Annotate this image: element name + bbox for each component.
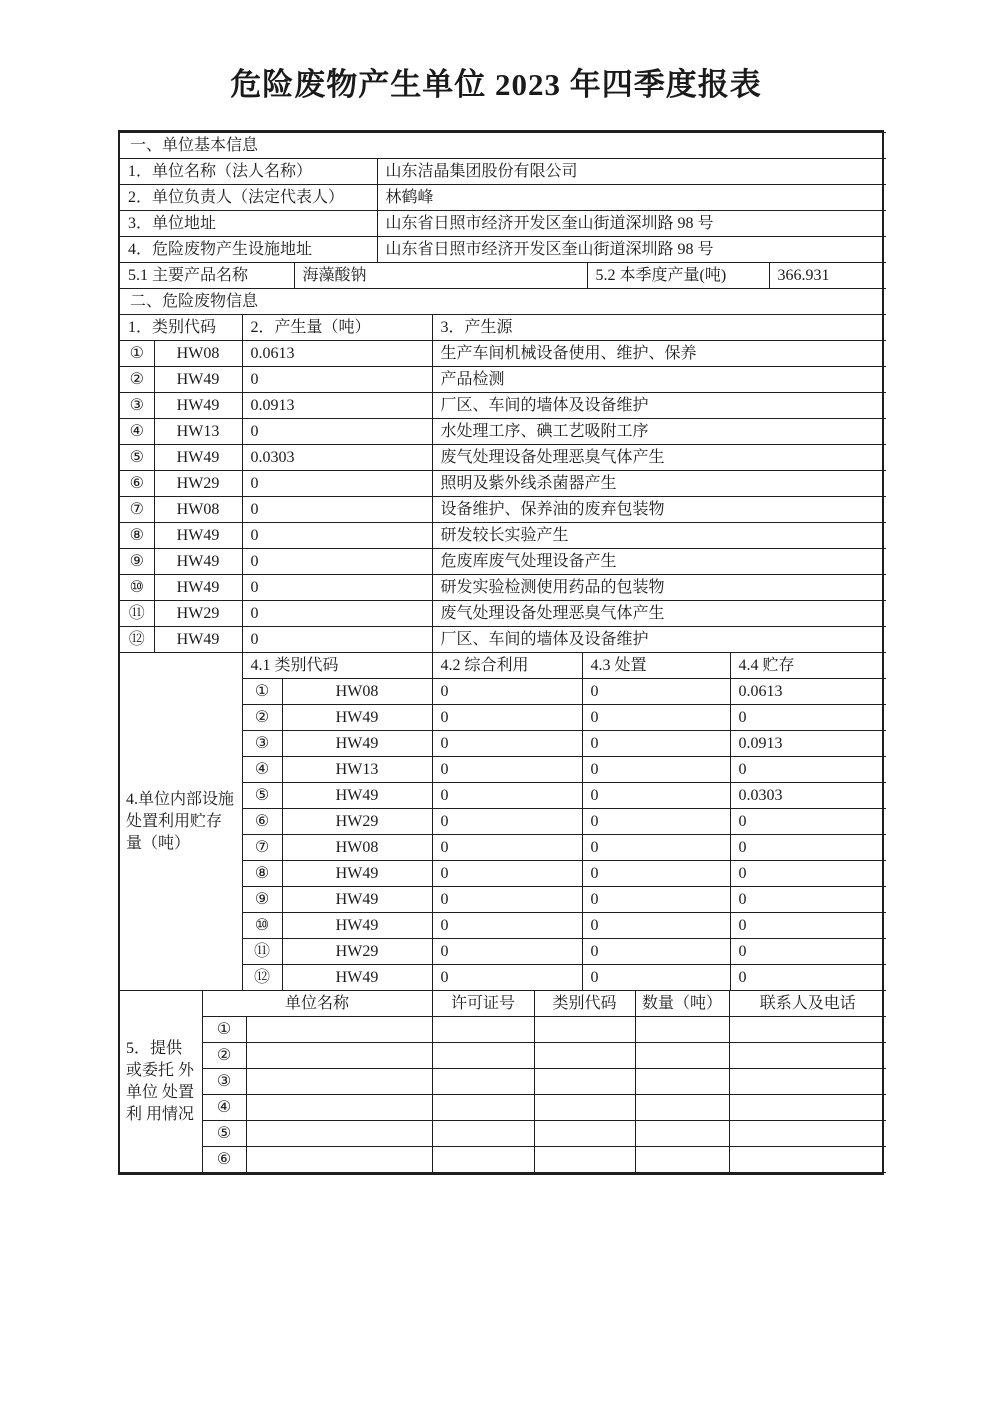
waste-code: HW13	[154, 419, 242, 445]
waste-source: 厂区、车间的墙体及设备维护	[432, 627, 886, 653]
waste-code: HW49	[154, 445, 242, 471]
external-disposal-row	[120, 1095, 886, 1121]
permit-cell	[432, 1069, 534, 1095]
disposal-amount: 0	[582, 809, 730, 835]
waste-generation-row	[120, 445, 886, 471]
col-header-contact: 联系人及电话	[729, 991, 886, 1017]
permit-cell	[432, 1095, 534, 1121]
disposal-amount: 0	[582, 887, 730, 913]
reuse-amount: 0	[432, 809, 582, 835]
waste-code: HW08	[282, 679, 432, 705]
waste-source: 产品检测	[432, 367, 886, 393]
section1-header-row	[120, 133, 886, 159]
reuse-amount: 0	[432, 939, 582, 965]
waste-code: HW49	[282, 861, 432, 887]
row-number: ⑥	[202, 1147, 246, 1173]
waste-amount: 0	[242, 367, 432, 393]
external-disposal-header-row	[120, 991, 886, 1017]
unit-name-cell	[246, 1121, 432, 1147]
contact-cell	[729, 1043, 886, 1069]
waste-code: HW49	[154, 367, 242, 393]
permit-cell	[432, 1121, 534, 1147]
external-disposal-row	[120, 1069, 886, 1095]
col-header-storage: 4.4 贮存	[730, 653, 886, 679]
storage-amount: 0	[730, 913, 886, 939]
contact-cell	[729, 1017, 886, 1043]
col-header-source: 3．产生源	[432, 315, 886, 341]
waste-code: HW29	[282, 939, 432, 965]
unit-name-cell	[246, 1017, 432, 1043]
waste-generation-row	[120, 341, 886, 367]
waste-code: HW13	[282, 757, 432, 783]
waste-amount: 0.0913	[242, 393, 432, 419]
waste-source: 废气处理设备处理恶臭气体产生	[432, 601, 886, 627]
unit-name-cell	[246, 1043, 432, 1069]
row-number: ⑧	[242, 861, 282, 887]
qty-cell	[635, 1095, 729, 1121]
code-cell	[534, 1095, 635, 1121]
storage-amount: 0	[730, 809, 886, 835]
row-number: ⑤	[242, 783, 282, 809]
waste-amount: 0	[242, 419, 432, 445]
waste-code: HW49	[282, 731, 432, 757]
row-number: ⑪	[242, 939, 282, 965]
report-table	[118, 130, 884, 1175]
field-value: 山东省日照市经济开发区奎山街道深圳路 98 号	[377, 237, 886, 263]
waste-source: 设备维护、保养油的废弃包装物	[432, 497, 886, 523]
storage-amount: 0	[730, 757, 886, 783]
waste-generation-row	[120, 367, 886, 393]
waste-code: HW29	[282, 809, 432, 835]
row-number: ⑩	[120, 575, 154, 601]
external-disposal-table	[120, 990, 886, 1173]
disposal-amount: 0	[582, 731, 730, 757]
waste-source: 危废库废气处理设备产生	[432, 549, 886, 575]
qty-cell	[635, 1043, 729, 1069]
waste-generation-row	[120, 393, 886, 419]
row-number: ③	[202, 1069, 246, 1095]
unit-name-cell	[246, 1147, 432, 1173]
waste-code: HW08	[154, 497, 242, 523]
col-header-reuse: 4.2 综合利用	[432, 653, 582, 679]
waste-generation-table	[120, 314, 886, 653]
col-header-permit: 许可证号	[432, 991, 534, 1017]
field-label: 3．单位地址	[120, 211, 377, 237]
product-name-value: 海藻酸钠	[294, 263, 587, 289]
col-header-qty: 数量（吨）	[635, 991, 729, 1017]
section2-header-row	[120, 289, 886, 315]
waste-code: HW29	[154, 471, 242, 497]
waste-source: 照明及紫外线杀菌器产生	[432, 471, 886, 497]
row-number: ③	[242, 731, 282, 757]
reuse-amount: 0	[432, 731, 582, 757]
waste-code: HW49	[282, 783, 432, 809]
contact-cell	[729, 1121, 886, 1147]
reuse-amount: 0	[432, 913, 582, 939]
contact-cell	[729, 1095, 886, 1121]
waste-generation-row	[120, 601, 886, 627]
waste-generation-row	[120, 549, 886, 575]
row-number: ⑧	[120, 523, 154, 549]
field-value: 山东洁晶集团股份有限公司	[377, 159, 886, 185]
waste-code: HW49	[154, 549, 242, 575]
reuse-amount: 0	[432, 783, 582, 809]
reuse-amount: 0	[432, 887, 582, 913]
row-number: ⑥	[242, 809, 282, 835]
storage-amount: 0	[730, 705, 886, 731]
storage-amount: 0.0303	[730, 783, 886, 809]
waste-code: HW49	[282, 965, 432, 991]
qty-cell	[635, 1147, 729, 1173]
code-cell	[534, 1147, 635, 1173]
disposal-amount: 0	[582, 965, 730, 991]
waste-code: HW49	[282, 705, 432, 731]
basic-info-row	[120, 211, 886, 237]
row-number: ⑥	[120, 471, 154, 497]
waste-amount: 0	[242, 497, 432, 523]
waste-generation-row	[120, 419, 886, 445]
waste-source: 水处理工序、碘工艺吸附工序	[432, 419, 886, 445]
reuse-amount: 0	[432, 965, 582, 991]
onsite-disposal-table	[120, 652, 886, 991]
row-number: ③	[120, 393, 154, 419]
waste-code: HW08	[282, 835, 432, 861]
waste-amount: 0.0303	[242, 445, 432, 471]
basic-info-row	[120, 159, 886, 185]
row-number: ⑨	[120, 549, 154, 575]
row-number: ⑫	[120, 627, 154, 653]
waste-code: HW49	[282, 913, 432, 939]
section2-header: 二、危险废物信息	[120, 289, 886, 315]
storage-amount: 0	[730, 835, 886, 861]
code-cell	[534, 1043, 635, 1069]
row-number: ②	[120, 367, 154, 393]
row-number: ⑨	[242, 887, 282, 913]
row-number: ⑦	[120, 497, 154, 523]
waste-code: HW49	[154, 523, 242, 549]
waste-source: 研发较长实验产生	[432, 523, 886, 549]
qty-cell	[635, 1069, 729, 1095]
waste-amount: 0	[242, 627, 432, 653]
product-row	[120, 263, 886, 289]
row-number: ⑦	[242, 835, 282, 861]
waste-generation-header-row	[120, 315, 886, 341]
disposal-amount: 0	[582, 939, 730, 965]
page-title: 危险废物产生单位 2023 年四季度报表	[230, 67, 762, 102]
quarter-output-label: 5.2 本季度产量(吨)	[587, 263, 769, 289]
section1-header: 一、单位基本信息	[120, 133, 886, 159]
row-number: ④	[202, 1095, 246, 1121]
waste-amount: 0.0613	[242, 341, 432, 367]
waste-source: 生产车间机械设备使用、维护、保养	[432, 341, 886, 367]
external-disposal-row	[120, 1043, 886, 1069]
permit-cell	[432, 1017, 534, 1043]
field-value: 林鹤峰	[377, 185, 886, 211]
waste-source: 研发实验检测使用药品的包装物	[432, 575, 886, 601]
row-number: ⑪	[120, 601, 154, 627]
row-number: ⑫	[242, 965, 282, 991]
disposal-amount: 0	[582, 913, 730, 939]
waste-code: HW49	[282, 887, 432, 913]
waste-source: 厂区、车间的墙体及设备维护	[432, 393, 886, 419]
basic-info-row	[120, 185, 886, 211]
waste-generation-row	[120, 627, 886, 653]
field-value: 山东省日照市经济开发区奎山街道深圳路 98 号	[377, 211, 886, 237]
reuse-amount: 0	[432, 679, 582, 705]
code-cell	[534, 1017, 635, 1043]
row-number: ②	[242, 705, 282, 731]
contact-cell	[729, 1069, 886, 1095]
disposal-amount: 0	[582, 757, 730, 783]
col-header-code: 1．类别代码	[120, 315, 242, 341]
waste-code: HW08	[154, 341, 242, 367]
external-disposal-row	[120, 1017, 886, 1043]
contact-cell	[729, 1147, 886, 1173]
storage-amount: 0.0613	[730, 679, 886, 705]
field-label: 1．单位名称（法人名称）	[120, 159, 377, 185]
row-number: ⑤	[120, 445, 154, 471]
basic-info-row	[120, 237, 886, 263]
external-disposal-row	[120, 1121, 886, 1147]
row-number: ⑤	[202, 1121, 246, 1147]
col-header-disposal: 4.3 处置	[582, 653, 730, 679]
basic-info-table	[120, 132, 886, 315]
disposal-amount: 0	[582, 835, 730, 861]
field-label: 4．危险废物产生设施地址	[120, 237, 377, 263]
storage-amount: 0	[730, 965, 886, 991]
row-number: ②	[202, 1043, 246, 1069]
disposal-amount: 0	[582, 861, 730, 887]
col-header-amount: 2．产生量（吨）	[242, 315, 432, 341]
row-number: ①	[202, 1017, 246, 1043]
waste-code: HW49	[154, 627, 242, 653]
row-number: ⑩	[242, 913, 282, 939]
disposal-amount: 0	[582, 705, 730, 731]
storage-amount: 0	[730, 939, 886, 965]
onsite-disposal-header-row	[120, 653, 886, 679]
row-number: ④	[242, 757, 282, 783]
col-header-unit-name: 单位名称	[202, 991, 432, 1017]
quarter-output-value: 366.931	[769, 263, 886, 289]
storage-amount: 0.0913	[730, 731, 886, 757]
waste-code: HW29	[154, 601, 242, 627]
row-number: ④	[120, 419, 154, 445]
disposal-amount: 0	[582, 783, 730, 809]
section5-label: 5．提供 或委托 外单位 处置利 用情况	[120, 991, 202, 1173]
waste-generation-row	[120, 523, 886, 549]
row-number: ①	[242, 679, 282, 705]
reuse-amount: 0	[432, 861, 582, 887]
waste-amount: 0	[242, 471, 432, 497]
qty-cell	[635, 1121, 729, 1147]
field-label: 2．单位负责人（法定代表人）	[120, 185, 377, 211]
waste-amount: 0	[242, 549, 432, 575]
permit-cell	[432, 1147, 534, 1173]
reuse-amount: 0	[432, 705, 582, 731]
waste-amount: 0	[242, 575, 432, 601]
waste-source: 废气处理设备处理恶臭气体产生	[432, 445, 886, 471]
storage-amount: 0	[730, 861, 886, 887]
waste-generation-row	[120, 575, 886, 601]
disposal-amount: 0	[582, 679, 730, 705]
waste-amount: 0	[242, 523, 432, 549]
code-cell	[534, 1069, 635, 1095]
product-name-label: 5.1 主要产品名称	[120, 263, 294, 289]
waste-generation-row	[120, 471, 886, 497]
permit-cell	[432, 1043, 534, 1069]
row-number: ①	[120, 341, 154, 367]
unit-name-cell	[246, 1095, 432, 1121]
col-header-code41: 4.1 类别代码	[242, 653, 432, 679]
waste-code: HW49	[154, 393, 242, 419]
col-header-code5: 类别代码	[534, 991, 635, 1017]
reuse-amount: 0	[432, 835, 582, 861]
code-cell	[534, 1121, 635, 1147]
storage-amount: 0	[730, 887, 886, 913]
waste-code: HW49	[154, 575, 242, 601]
reuse-amount: 0	[432, 757, 582, 783]
waste-generation-row	[120, 497, 886, 523]
waste-amount: 0	[242, 601, 432, 627]
external-disposal-row	[120, 1147, 886, 1173]
section4-label: 4.单位内部设施处置利用贮存量（吨）	[120, 653, 242, 991]
qty-cell	[635, 1017, 729, 1043]
unit-name-cell	[246, 1069, 432, 1095]
